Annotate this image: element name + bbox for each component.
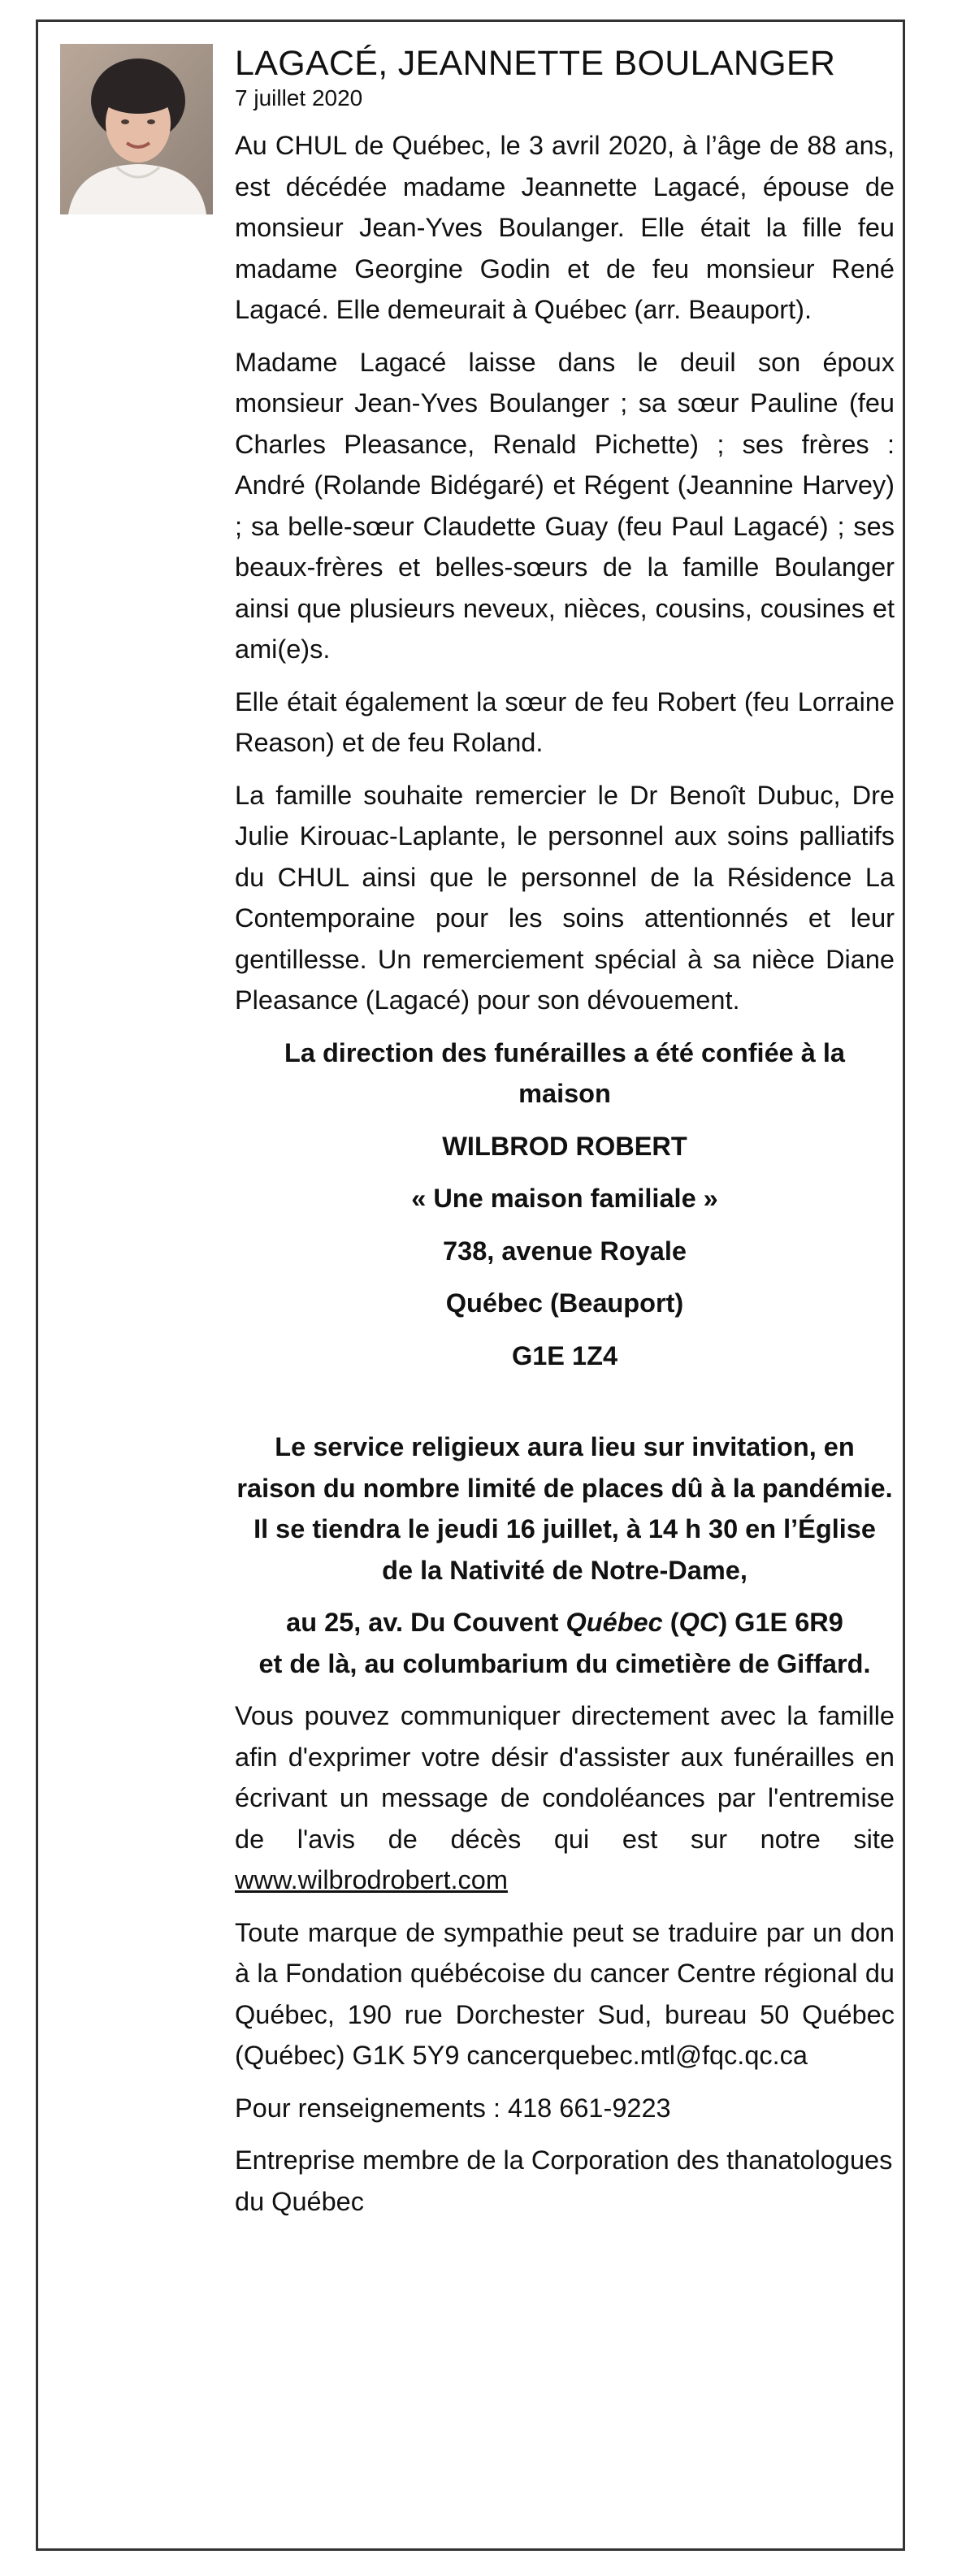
service-address-city: Québec (566, 1608, 663, 1637)
website-link[interactable]: www.wilbrodrobert.com (235, 1865, 508, 1894)
paragraph-death-notice: Au CHUL de Québec, le 3 avril 2020, à l’âge de 88 ans, est décédée madame Jeannette Lagacé, épouse de monsieur Jean-Yves Boulanger. Elle était la fille feu madame Georgine Godin et de feu monsieur René Lagacé. Elle demeurait à Québec (arr. Beauport). (235, 131, 895, 324)
paragraph-contact (235, 1695, 895, 1901)
service-address-pre: au 25, av. Du Couvent (286, 1608, 566, 1637)
obituary-content (235, 42, 895, 2233)
service-address (235, 1602, 895, 1643)
member-statement: Entreprise membre de la Corporation des thanatologues du Québec (235, 2145, 893, 2216)
service-details: Le service religieux aura lieu sur invitation, en raison du nombre limité de places dû à la pandémie. Il se tiendra le jeudi 16 juillet, à 14 h 30 en l’Église de la Nativité de Notre-Dame, (236, 1432, 893, 1585)
funeral-home-tagline: « Une maison familiale » (411, 1184, 718, 1213)
funeral-home-address: 738, avenue Royale (443, 1236, 687, 1266)
portrait-photo (60, 44, 213, 214)
paragraph-thanks: La famille souhaite remercier le Dr Benoît Dubuc, Dre Julie Kirouac-Laplante, le personnel aux soins palliatifs du CHUL ainsi que le personnel de la Résidence La Contemporaine pour les soins attentionnés et leur gentillesse. Un remerciement spécial à sa nièce Diane Pleasance (Lagacé) pour son dévouement. (235, 780, 895, 1015)
publication-date: 7 juillet 2020 (235, 85, 363, 110)
service-address-post: ) G1E 6R9 (718, 1608, 843, 1637)
portrait-photo-icon (60, 44, 213, 214)
funeral-home-intro: La direction des funérailles a été confiée à la maison (284, 1037, 845, 1108)
service-address-prov: QC (678, 1608, 719, 1637)
contact-text: Vous pouvez communiquer directement avec la famille afin d'exprimer votre désir d'assister aux funérailles en écrivant un message de condoléances par l'entremise de l'avis de décès qui est sur notre site (235, 1701, 895, 1854)
paragraph-predeceased: Elle était également la sœur de feu Robert (feu Lorraine Reason) et de feu Roland. (235, 686, 895, 757)
paragraph-survivors: Madame Lagacé laisse dans le deuil son époux monsieur Jean-Yves Boulanger ; sa sœur Pauline (feu Charles Pleasance, Renald Pichette) ; ses frères : André (Rolande Bidégaré) et Régent (Jeannine Harvey) ; sa belle-sœur Claudette Guay (feu Paul Lagacé) ; ses beaux-frères et belles-sœurs de la famille Boulanger ainsi que plusieurs neveux, nièces, cousins, cousines et ami(e)s. (235, 347, 895, 664)
funeral-home-city: Québec (Beauport) (445, 1288, 684, 1318)
deceased-name: LAGACÉ, JEANNETTE BOULANGER (235, 44, 836, 83)
service-columbarium: et de là, au columbarium du cimetière de Giffard. (258, 1648, 871, 1678)
service-address-mid: ( (662, 1608, 679, 1637)
funeral-home-name: WILBROD ROBERT (442, 1131, 687, 1161)
info-phone: Pour renseignements : 418 661-9223 (235, 2093, 671, 2123)
funeral-home-postal: G1E 1Z4 (511, 1340, 618, 1370)
paragraph-donation: Toute marque de sympathie peut se traduire par un don à la Fondation québécoise du cancer Centre régional du Québec, 190 rue Dorchester Sud, bureau 50 Québec (Québec) G1K 5Y9 cancerquebec.mtl@fqc.qc.ca (235, 1917, 895, 2070)
